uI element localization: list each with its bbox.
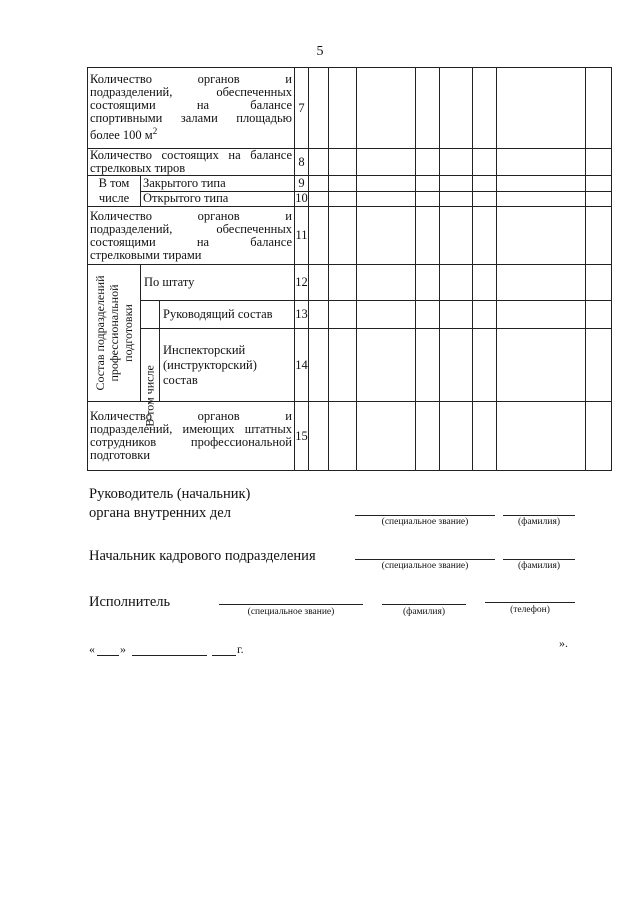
row-label-10: Открытого типа xyxy=(141,191,295,207)
date-year-suffix: г. xyxy=(237,642,244,656)
row-number-11: 11 xyxy=(295,207,309,265)
date-day-line[interactable] xyxy=(97,655,119,656)
head-rank-line[interactable] xyxy=(355,515,495,516)
row-number-14: 14 xyxy=(295,329,309,402)
table-row-9 xyxy=(88,176,612,192)
composition-label: Состав подразделений профессиональной подготовки xyxy=(88,265,141,402)
head-title-line1: Руководитель (начальник) xyxy=(89,486,251,502)
in-number-vertical: В том числе xyxy=(142,365,157,427)
head-surname-caption: (фамилия) xyxy=(518,517,560,527)
row-number-13: 13 xyxy=(295,301,309,329)
in-number-label: В том числе xyxy=(88,176,141,207)
in-number-vertical-cell xyxy=(141,301,160,427)
trailing-quote: ». xyxy=(559,636,568,650)
hr-rank-line[interactable] xyxy=(355,559,495,560)
exec-surname-caption: (фамилия) xyxy=(403,607,445,617)
table-row-12 xyxy=(88,265,612,301)
hr-surname-line[interactable] xyxy=(503,559,575,560)
table-row-13 xyxy=(88,301,612,329)
exec-surname-line[interactable] xyxy=(382,604,466,605)
table-row-15 xyxy=(88,402,612,471)
table-row-14 xyxy=(88,329,612,402)
date-close-quote: » xyxy=(120,642,126,656)
row-label-15: Количество органов и подразделений, имеющих штатных сотрудников профессиональной подготовки xyxy=(88,402,295,471)
hr-rank-caption: (специальное звание) xyxy=(381,561,469,571)
table-row-10 xyxy=(88,191,612,207)
exec-phone-line[interactable] xyxy=(485,602,575,603)
executor-title: Исполнитель xyxy=(89,594,171,610)
row-number-8: 8 xyxy=(295,149,309,176)
row-label-13: Руководящий состав xyxy=(163,307,273,321)
row-label-7: Количество органов и подразделений, обеспеченных состоящими на балансе спортивными залами площадью более 100 $м^2$ xyxy=(88,68,295,149)
page-number: 5 xyxy=(316,44,324,59)
head-surname-line[interactable] xyxy=(503,515,575,516)
statistics-table xyxy=(87,67,612,471)
date-month-line[interactable] xyxy=(132,655,207,656)
exec-rank-caption: (специальное звание) xyxy=(247,607,335,617)
row-label-11: Количество органов и подразделений, обеспеченных состоящими на балансе стрелковыми тирами xyxy=(88,207,295,265)
row-number-10: 10 xyxy=(295,191,308,206)
row-label-12: По штату xyxy=(141,265,295,301)
row-number-7: 7 xyxy=(295,68,309,149)
table-row-7 xyxy=(88,68,612,149)
row-number-15: 15 xyxy=(295,402,309,471)
hr-title: Начальник кадрового подразделения xyxy=(89,548,316,564)
date-open-quote: « xyxy=(89,642,95,656)
head-title-line2: органа внутренних дел xyxy=(89,505,231,521)
exec-rank-line[interactable] xyxy=(219,604,363,605)
hr-surname-caption: (фамилия) xyxy=(518,561,560,571)
row-label-9: Закрытого типа xyxy=(141,176,295,192)
row-label-8: Количество состоящих на балансе стрелковых тиров xyxy=(88,149,295,176)
exec-phone-caption: (телефон) xyxy=(510,605,550,615)
head-rank-caption: (специальное звание) xyxy=(381,517,469,527)
table-row-8 xyxy=(88,149,612,176)
row-number-9: 9 xyxy=(295,176,309,192)
table-row-11 xyxy=(88,207,612,265)
row-label-14: Инспекторский (инструкторский) состав xyxy=(163,342,257,387)
row-number-12: 12 xyxy=(295,265,309,301)
date-year-line[interactable] xyxy=(212,655,236,656)
